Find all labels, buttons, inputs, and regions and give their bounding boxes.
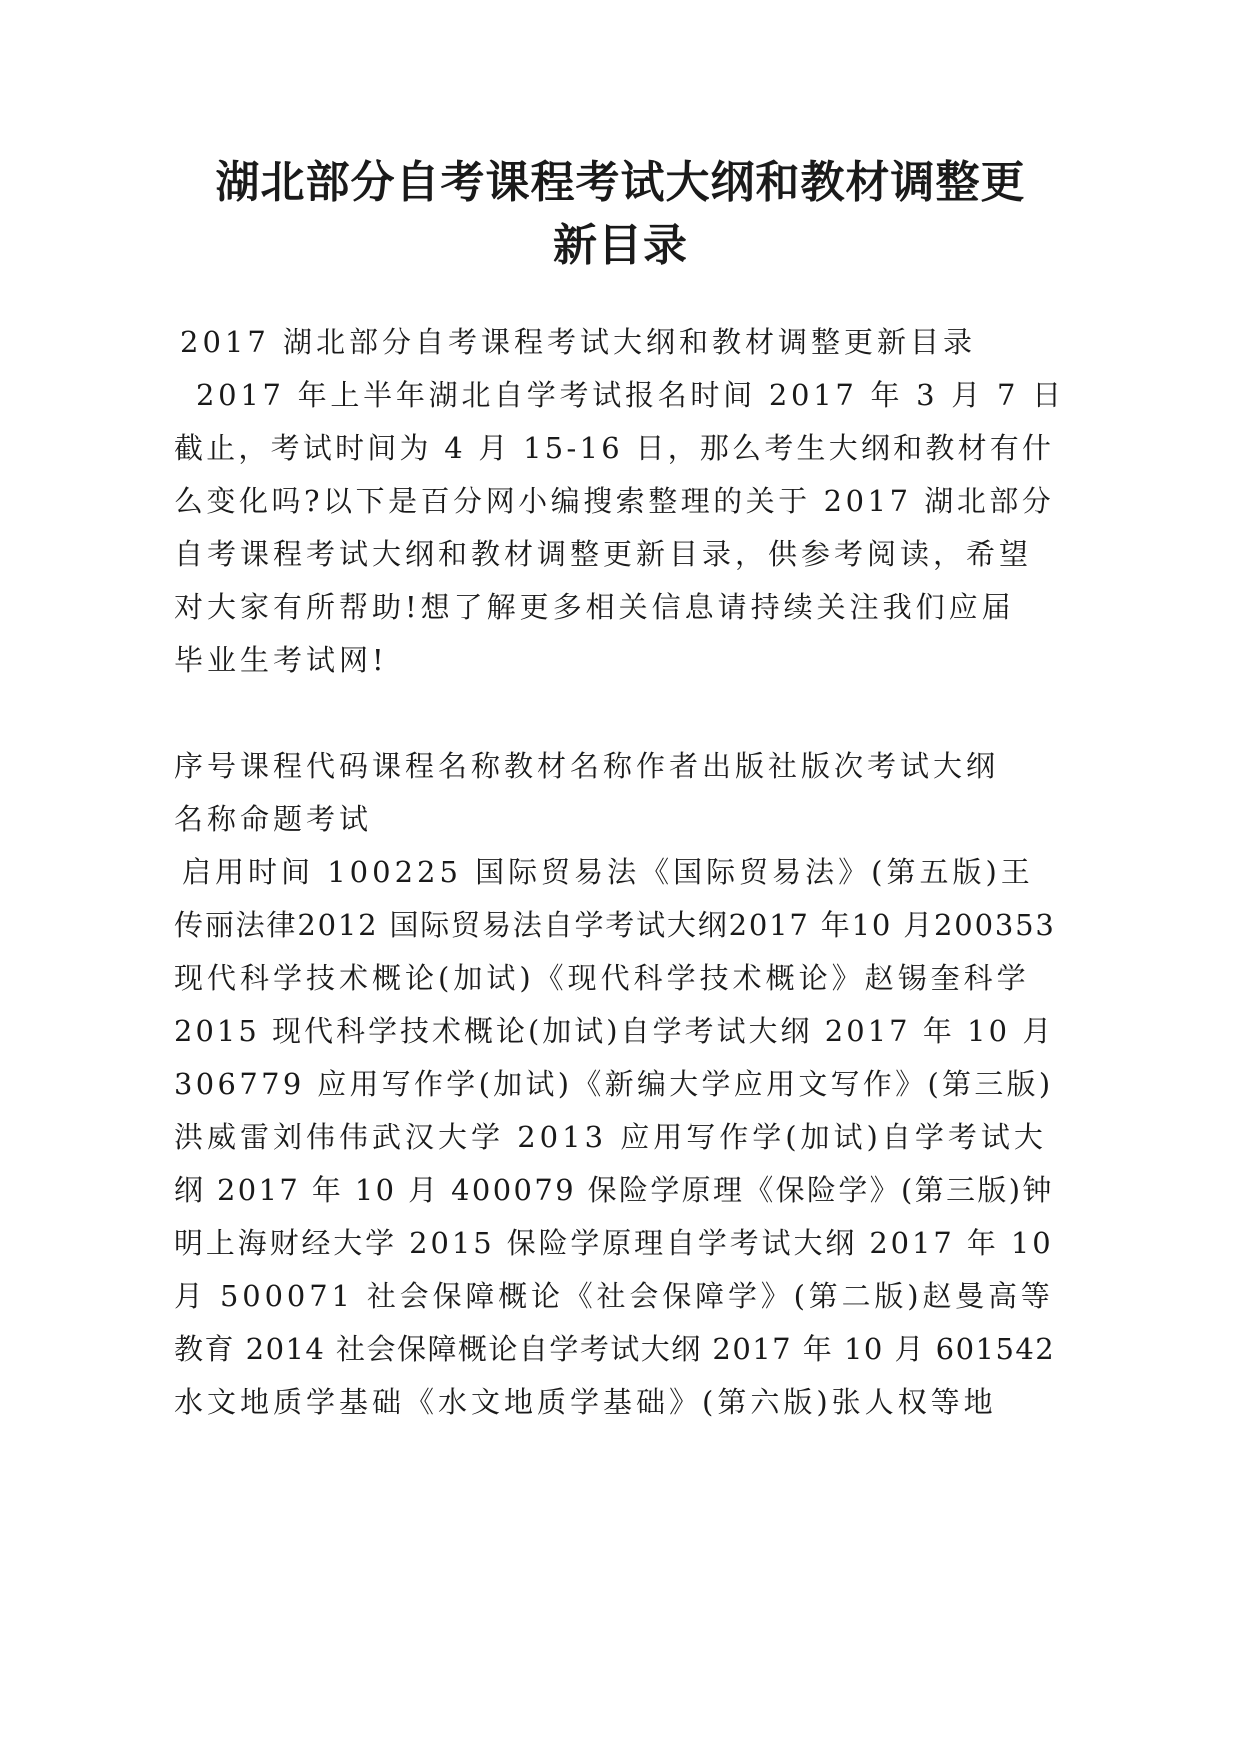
table-content-line: 现代科学技术概论(加试)《现代科学技术概论》赵锡奎科学 (174, 961, 1030, 995)
table-content-line: 水文地质学基础《水文地质学基础》(第六版)张人权等地 (174, 1385, 997, 1419)
table-header-line: 名称命题考试 (174, 802, 373, 836)
table-content-line: 洪威雷刘伟伟武汉大学 2013 应用写作学(加试)自学考试大 (174, 1120, 1047, 1154)
table-content-line: 教育 2014 社会保障概论自学考试大纲 2017 年 10 月 601542 (174, 1332, 1056, 1366)
table-content-line: 306779 应用写作学(加试)《新编大学应用文写作》(第三版) (174, 1067, 1054, 1101)
paragraph-line: 截止，考试时间为 4 月 15-16 日，那么考生大纲和教材有什 (174, 431, 1055, 465)
table-content-line: 2015 现代科学技术概论(加试)自学考试大纲 2017 年 10 月 (174, 1014, 1055, 1048)
table-content-line: 纲 2017 年 10 月 400079 保险学原理《保险学》(第三版)钟 (174, 1173, 1054, 1207)
paragraph-line: 对大家有所帮助!想了解更多相关信息请持续关注我们应届 (174, 590, 1015, 624)
paragraph-line: 么变化吗?以下是百分网小编搜索整理的关于 2017 湖北部分 (174, 484, 1055, 518)
table-content-line: 明上海财经大学 2015 保险学原理自学考试大纲 2017 年 10 (174, 1226, 1054, 1260)
intro-heading-line: 2017 湖北部分自考课程考试大纲和教材调整更新目录 (180, 325, 977, 359)
table-content-line: 月 500071 社会保障概论《社会保障学》(第二版)赵曼高等 (174, 1279, 1054, 1313)
paragraph-line: 毕业生考试网! (174, 643, 388, 677)
paragraph-line: 2017 年上半年湖北自学考试报名时间 2017 年 3 月 7 日 (196, 378, 1065, 412)
paragraph-line: 自考课程考试大纲和教材调整更新目录，供参考阅读，希望 (174, 537, 1033, 571)
document-title-line-1: 湖北部分自考课程考试大纲和教材调整更 (215, 157, 1026, 208)
table-content-line: 传丽法律2012 国际贸易法自学考试大纲2017 年10 月200353 (174, 908, 1056, 942)
document-title-line-2: 新目录 (553, 220, 688, 271)
table-header-line: 序号课程代码课程名称教材名称作者出版社版次考试大纲 (174, 749, 1000, 783)
table-content-line: 启用时间 100225 国际贸易法《国际贸易法》(第五版)王 (182, 855, 1034, 889)
